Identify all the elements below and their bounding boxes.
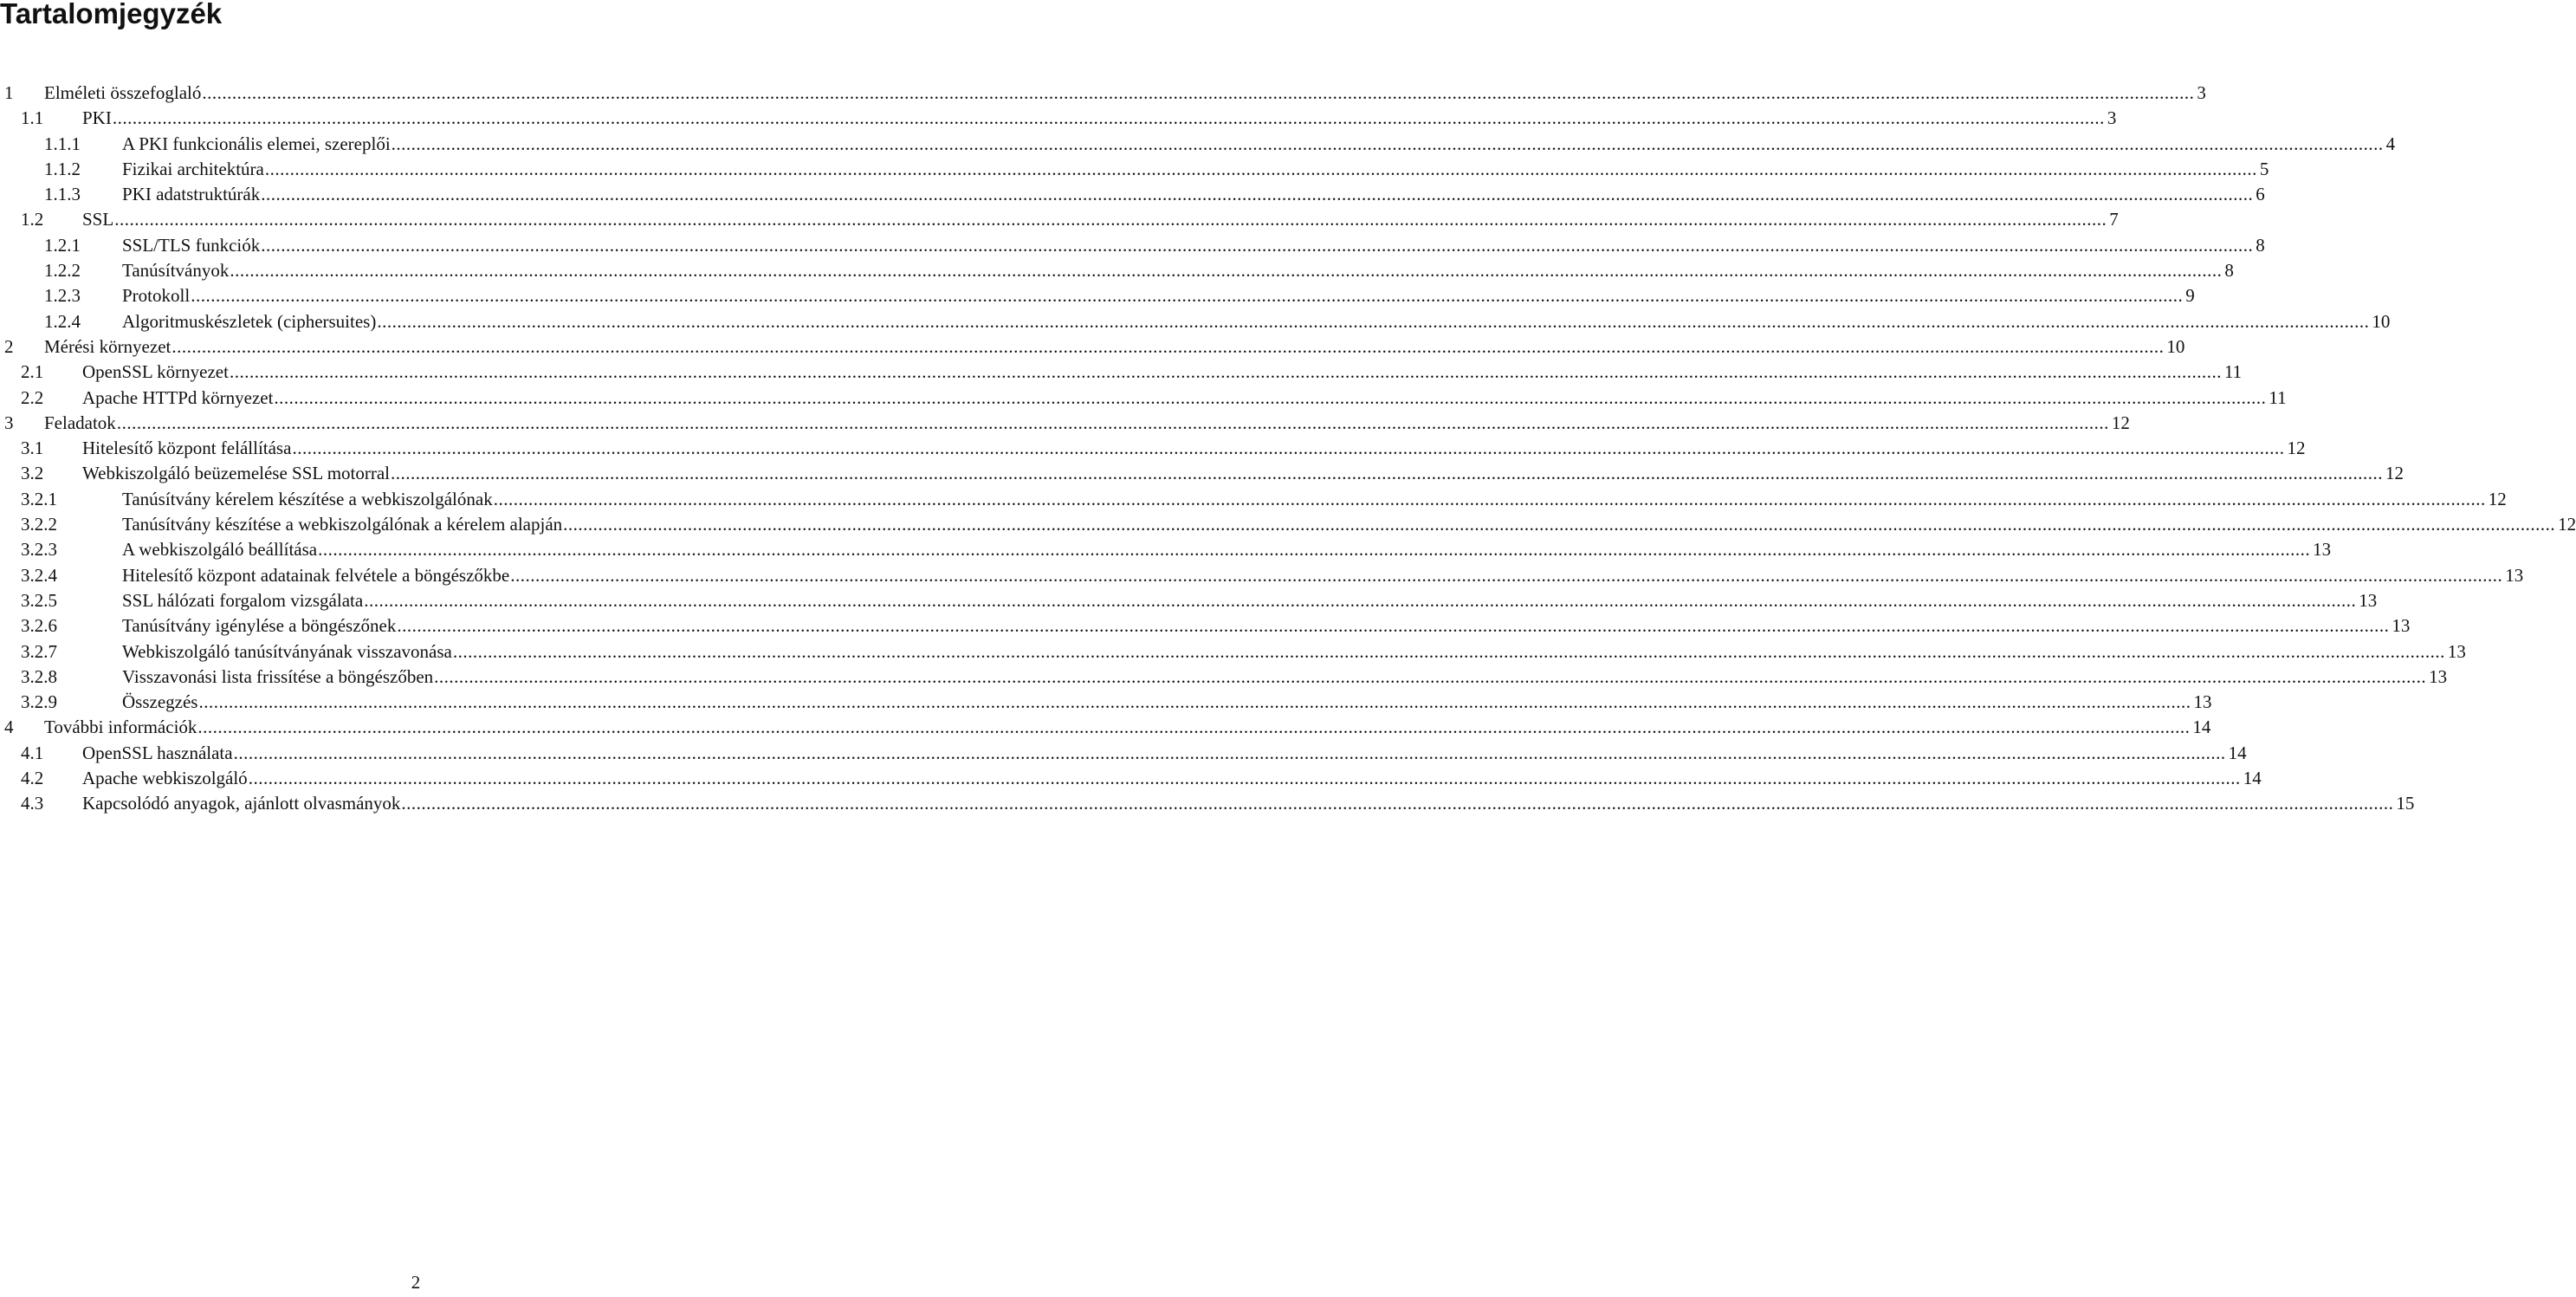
toc-entry-number: 3.1 (21, 438, 44, 459)
toc-entry-page: 12 (2488, 488, 2507, 509)
toc-entry-title: Tanúsítvány kérelem készítése a webkiszolgálónak (122, 487, 494, 512)
toc-leader-dots: ................................................................................................................................................................................................................................................................................................................................................................................................................ (198, 691, 2191, 713)
toc-entry[interactable] (0, 258, 2234, 283)
toc-entry[interactable] (0, 309, 2391, 334)
toc-entry-title: SSL (82, 207, 114, 232)
toc-entry-title: Tanúsítvány készítése a webkiszolgálónak a kérelem alapján (122, 512, 563, 537)
toc-entry[interactable] (0, 766, 2262, 791)
toc-entry[interactable] (0, 665, 2448, 690)
toc-entry-title: Apache webkiszolgáló (82, 766, 249, 791)
toc-entry-page: 9 (2185, 285, 2195, 307)
toc-entry-line (122, 613, 2411, 639)
toc-entry-page: 7 (2109, 209, 2119, 230)
toc-entry-title: További információk (44, 715, 197, 740)
toc-entry-line (82, 207, 2119, 232)
toc-entry-line (82, 766, 2262, 791)
toc-leader-dots: ................................................................................................................................................................................................................................................................................................................................................................................................................ (318, 539, 2311, 561)
toc-entry[interactable] (0, 512, 2576, 537)
toc-entry[interactable] (0, 715, 2211, 740)
toc-entry[interactable] (0, 81, 2206, 106)
toc-entry-number: 2 (4, 335, 14, 357)
toc-entry-number: 1.1.3 (44, 184, 81, 205)
toc-leader-dots: ................................................................................................................................................................................................................................................................................................................................................................................................................ (493, 488, 2486, 509)
toc-leader-dots: ................................................................................................................................................................................................................................................................................................................................................................................................................ (202, 82, 2195, 103)
toc-leader-dots: ................................................................................................................................................................................................................................................................................................................................................................................................................ (230, 260, 2223, 282)
toc-entry-page: 13 (2505, 564, 2524, 586)
toc-entry-line (82, 741, 2247, 766)
toc-entry[interactable] (0, 461, 2404, 486)
toc-entry-line (122, 182, 2265, 207)
toc-entry-line (122, 588, 2378, 613)
toc-entry-number: 3 (4, 412, 14, 433)
toc-entry-line (122, 487, 2507, 512)
toc-entry-title: PKI adatstruktúrák (122, 182, 261, 207)
toc-entry-line (44, 715, 2211, 740)
toc-entry-line (82, 386, 2287, 411)
toc-entry-page: 12 (2558, 514, 2576, 535)
toc-entry-title: Hitelesítő központ felállítása (82, 436, 292, 461)
toc-entry-number: 3.2.3 (21, 539, 57, 561)
toc-entry-page: 13 (2392, 615, 2411, 637)
toc-entry-line (122, 512, 2576, 537)
toc-entry-title: Tanúsítványok (122, 258, 230, 283)
page-number: 2 (411, 1272, 421, 1293)
toc-leader-dots: ................................................................................................................................................................................................................................................................................................................................................................................................................ (563, 514, 2556, 535)
toc-entry-line (44, 411, 2130, 436)
toc-entry[interactable] (0, 588, 2378, 613)
toc-entry-page: 15 (2396, 793, 2415, 814)
toc-leader-dots: ................................................................................................................................................................................................................................................................................................................................................................................................................ (229, 361, 2222, 383)
toc-entry-number: 1.2 (21, 209, 44, 230)
toc-entry-number: 1.2.4 (44, 310, 81, 332)
toc-entry-number: 4.1 (21, 742, 44, 763)
toc-entry-title: Mérési környezet (44, 334, 172, 360)
toc-entry-line (122, 233, 2265, 258)
toc-entry-number: 1.1.2 (44, 158, 81, 179)
toc-entry-line (44, 334, 2185, 360)
toc-leader-dots: ................................................................................................................................................................................................................................................................................................................................................................................................................ (261, 234, 2254, 256)
toc-entry-title: Algoritmuskészletek (ciphersuites) (122, 309, 377, 334)
toc-entry-line (122, 665, 2448, 690)
toc-entry-line (82, 360, 2243, 385)
toc-entry-page: 14 (2228, 742, 2247, 763)
toc-entry-page: 13 (2193, 691, 2212, 713)
toc-entry-title: Webkiszolgáló beüzemelése SSL motorral (82, 461, 391, 486)
toc-leader-dots: ................................................................................................................................................................................................................................................................................................................................................................................................................ (233, 742, 2226, 763)
toc-entry-page: 12 (2287, 438, 2306, 459)
toc-entry-page: 6 (2256, 184, 2265, 205)
toc-entry-number: 3.2.7 (21, 640, 57, 662)
toc-leader-dots: ................................................................................................................................................................................................................................................................................................................................................................................................................ (434, 665, 2427, 687)
toc-entry-page: 13 (2447, 640, 2466, 662)
toc-entry[interactable] (0, 436, 2306, 461)
toc-entry-number: 4 (4, 717, 14, 738)
toc-entry-line (122, 690, 2212, 715)
toc-leader-dots: ................................................................................................................................................................................................................................................................................................................................................................................................................ (172, 335, 2165, 357)
toc-leader-dots: ................................................................................................................................................................................................................................................................................................................................................................................................................ (248, 768, 2241, 789)
toc-entry-number: 1.2.2 (44, 260, 81, 282)
toc-entry-line (122, 563, 2524, 588)
toc-entry[interactable] (0, 207, 2119, 232)
toc-entry-number: 1.1 (21, 107, 44, 129)
toc-entry-number: 3.2.4 (21, 564, 57, 586)
toc-entry[interactable] (0, 563, 2524, 588)
toc-entry-page: 13 (2429, 665, 2448, 687)
toc-leader-dots: ................................................................................................................................................................................................................................................................................................................................................................................................................ (197, 717, 2191, 738)
toc-entry-line (122, 309, 2391, 334)
toc-entry[interactable] (0, 690, 2212, 715)
toc-entry-title: SSL hálózati forgalom vizsgálata (122, 588, 364, 613)
toc-entry[interactable] (0, 106, 2117, 131)
toc-entry-line (44, 81, 2206, 106)
page-title: Tartalomjegyzék (0, 0, 223, 29)
toc-leader-dots: ................................................................................................................................................................................................................................................................................................................................................................................................................ (274, 386, 2267, 408)
toc-entry-page: 5 (2259, 158, 2269, 179)
toc-entry-title: Elméleti összefoglaló (44, 81, 202, 106)
toc-entry-title: Kapcsolódó anyagok, ajánlott olvasmányok (82, 791, 401, 816)
toc-entry[interactable] (0, 741, 2247, 766)
toc-entry-line (82, 791, 2415, 816)
toc-entry-number: 3.2 (21, 463, 44, 484)
toc-entry-title: A PKI funkcionális elemei, szereplői (122, 132, 392, 157)
toc-entry-page: 12 (2385, 463, 2404, 484)
toc-entry-page: 4 (2385, 133, 2396, 154)
toc-entry-number: 3.2.9 (21, 691, 57, 713)
toc-entry-page: 10 (2166, 335, 2185, 357)
toc-entry[interactable] (0, 487, 2507, 512)
toc-entry-line (122, 639, 2466, 665)
toc-entry[interactable] (0, 411, 2130, 436)
toc-leader-dots: ................................................................................................................................................................................................................................................................................................................................................................................................................ (377, 310, 2370, 332)
toc-entry-title: Összegzés (122, 690, 198, 715)
toc-entry-number: 3.2.6 (21, 615, 57, 637)
toc-entry-number: 4.3 (21, 793, 44, 814)
toc-leader-dots: ................................................................................................................................................................................................................................................................................................................................................................................................................ (116, 412, 2109, 433)
toc-entry[interactable] (0, 791, 2415, 816)
toc-entry[interactable] (0, 233, 2265, 258)
toc-entry-page: 12 (2111, 412, 2130, 433)
toc-entry-line (82, 106, 2117, 131)
toc-leader-dots: ................................................................................................................................................................................................................................................................................................................................................................................................................ (391, 133, 2384, 154)
toc-entry-line (122, 157, 2269, 182)
toc-entry-title: Protokoll (122, 283, 191, 308)
toc-entry-number: 3.2.1 (21, 488, 57, 509)
toc-leader-dots: ................................................................................................................................................................................................................................................................................................................................................................................................................ (401, 793, 2394, 814)
toc-entry-page: 11 (2223, 361, 2243, 383)
toc-entry[interactable] (0, 386, 2287, 411)
toc-entry[interactable] (0, 334, 2185, 360)
toc-entry-page: 11 (2269, 386, 2287, 408)
toc-entry-number: 1 (4, 82, 14, 103)
toc-entry-title: Visszavonási lista frissítése a böngészőben (122, 665, 434, 690)
toc-entry-line (122, 537, 2332, 562)
toc-entry-page: 14 (2192, 717, 2211, 738)
toc-entry-title: Tanúsítvány igénylése a böngészőnek (122, 613, 397, 639)
toc-entry[interactable] (0, 283, 2195, 308)
toc-entry-title: Fizikai architektúra (122, 157, 265, 182)
toc-entry-title: OpenSSL környezet (82, 360, 230, 385)
toc-entry-page: 13 (2313, 539, 2332, 561)
toc-leader-dots: ................................................................................................................................................................................................................................................................................................................................................................................................................ (510, 564, 2503, 586)
toc-entry-line (122, 132, 2396, 157)
toc-entry-number: 3.2.2 (21, 514, 57, 535)
toc-leader-dots: ................................................................................................................................................................................................................................................................................................................................................................................................................ (391, 463, 2384, 484)
toc-entry-page: 14 (2243, 768, 2262, 789)
toc-entry-line (122, 258, 2234, 283)
toc-entry-number: 1.2.3 (44, 285, 81, 307)
toc-entry-title: PKI (82, 106, 113, 131)
toc-entry-title: Hitelesítő központ adatainak felvétele a böngészőkbe (122, 563, 510, 588)
toc-entry[interactable] (0, 360, 2243, 385)
toc-leader-dots: ................................................................................................................................................................................................................................................................................................................................................................................................................ (364, 589, 2357, 611)
toc-entry-page: 8 (2256, 234, 2265, 256)
toc-entry[interactable] (0, 182, 2265, 207)
toc-entry-page: 13 (2359, 589, 2378, 611)
toc-entry-page: 3 (2197, 82, 2206, 103)
toc-entry-line (122, 283, 2195, 308)
toc-entry-page: 10 (2372, 310, 2391, 332)
toc-leader-dots: ................................................................................................................................................................................................................................................................................................................................................................................................................ (261, 184, 2254, 205)
toc-entry[interactable] (0, 132, 2396, 157)
toc-leader-dots: ................................................................................................................................................................................................................................................................................................................................................................................................................ (452, 640, 2445, 662)
toc-entry-number: 4.2 (21, 768, 44, 789)
toc-entry-number: 3.2.5 (21, 589, 57, 611)
toc-entry-number: 3.2.8 (21, 665, 57, 687)
toc-entry-title: A webkiszolgáló beállítása (122, 537, 318, 562)
toc-entry[interactable] (0, 537, 2332, 562)
toc-entry[interactable] (0, 157, 2269, 182)
toc-entry[interactable] (0, 639, 2466, 665)
toc-leader-dots: ................................................................................................................................................................................................................................................................................................................................................................................................................ (292, 438, 2285, 459)
table-of-contents (0, 81, 2576, 817)
toc-entry-line (82, 436, 2306, 461)
toc-leader-dots: ................................................................................................................................................................................................................................................................................................................................................................................................................ (397, 615, 2390, 637)
toc-leader-dots: ................................................................................................................................................................................................................................................................................................................................................................................................................ (114, 209, 2107, 230)
toc-leader-dots: ................................................................................................................................................................................................................................................................................................................................................................................................................ (264, 158, 2257, 179)
toc-leader-dots: ................................................................................................................................................................................................................................................................................................................................................................................................................ (191, 285, 2184, 307)
toc-entry-title: Webkiszolgáló tanúsítványának visszavonása (122, 639, 453, 665)
toc-entry-line (82, 461, 2404, 486)
toc-entry-page: 8 (2224, 260, 2234, 282)
toc-entry[interactable] (0, 613, 2411, 639)
toc-entry-number: 2.1 (21, 361, 44, 383)
toc-entry-number: 1.1.1 (44, 133, 81, 154)
toc-entry-page: 3 (2107, 107, 2117, 129)
toc-entry-number: 2.2 (21, 386, 44, 408)
toc-entry-title: OpenSSL használata (82, 741, 234, 766)
toc-entry-number: 1.2.1 (44, 234, 81, 256)
toc-entry-title: Feladatok (44, 411, 117, 436)
toc-entry-title: SSL/TLS funkciók (122, 233, 261, 258)
toc-leader-dots: ................................................................................................................................................................................................................................................................................................................................................................................................................ (112, 107, 2105, 129)
toc-entry-title: Apache HTTPd környezet (82, 386, 274, 411)
